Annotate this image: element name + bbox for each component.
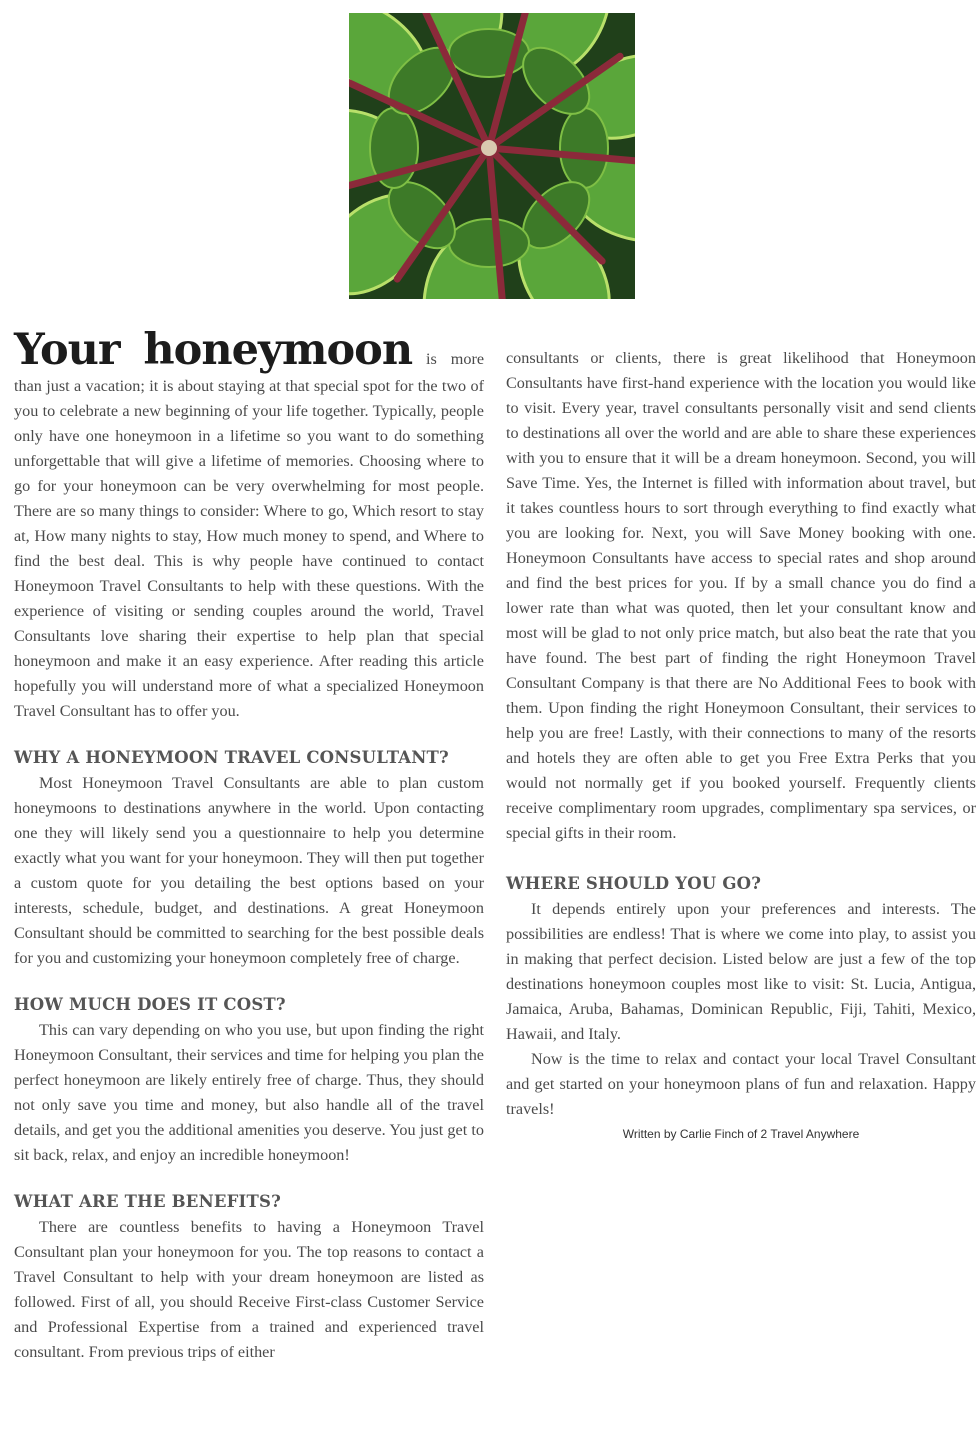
heading-benefits: WHAT ARE THE BENEFITS? bbox=[14, 1192, 281, 1211]
right-column bbox=[506, 346, 976, 1147]
heading-why-consultant: WHY A HONEYMOON TRAVEL CONSULTANT? bbox=[14, 748, 449, 767]
heading-cost: HOW MUCH DOES IT COST? bbox=[14, 995, 286, 1014]
cost-body: This can vary depending on who you use, but upon finding the right Honeymoon Consultant, their services and time for helping you plan the perfect honeymoon are likely entirely free of charge. Thus, they should not only save you time and money, but also handle all of the travel details, and get you the additional amenities you deserve. You just get to sit back, relax, and enjoy an incredible honeymoon! bbox=[14, 1021, 484, 1164]
benefits-body: There are countless benefits to having a Honeymoon Travel Consultant plan your honeymoon for you. The top reasons to contact a Travel Consultant to help with your dream honeymoon are listed as followed. First of all, you should Receive First-class Customer Service and Professional Expertise from a trained and experienced travel consultant. From previous trips of either bbox=[14, 1218, 484, 1361]
intro-text: is more than just a vacation; it is about staying at that special spot for the two of you to celebrate a new beginning of your life together. Typically, people only have one honeymoon in a lifetime so you want to do something unforgettable that will give a lifetime of memories. Choosing where to go for your honeymoon can be very overwhelming for most people. There are so many things to consider: Where to go, Which resort to stay at, How many nights to stay, How much money to spend, and Where to find the best deal. This is why people have continued to contact Honeymoon Travel Consultants to help with these questions. With the experience of visiting or sending couples around the world, Travel Consultants love sharing their expertise to help plan that special honeymoon and make it an easy experience. After reading this article hopefully you will understand more of what a specialized Honeymoon Travel Consultant has to offer you. bbox=[14, 350, 485, 720]
heading-where: WHERE SHOULD YOU GO? bbox=[506, 874, 762, 893]
intro-paragraph bbox=[14, 326, 484, 724]
where-paragraph-1: It depends entirely upon your preferences and interests. The possibilities are endless! That is where we come into play, to assist you in making that perfect decision. Listed below are just a few of the top destinations honeymoon couples most like to visit: St. Lucia, Antigua, Jamaica, Aruba, Bahamas, Dominican Republic, Fiji, Tahiti, Mexico, Hawaii, and Italy. bbox=[506, 900, 976, 1043]
article-photo bbox=[349, 13, 635, 299]
where-paragraph-2: Now is the time to relax and contact your local Travel Consultant and get started on your honeymoon plans of fun and relaxation. Happy travels! bbox=[506, 1050, 976, 1118]
left-column bbox=[14, 326, 484, 1365]
author-credit: Written by Carlie Finch of 2 Travel Anywhere bbox=[622, 1127, 860, 1141]
benefits-continued: consultants or clients, there is great likelihood that Honeymoon Consultants have first-hand experience with the location you would like to visit. Every year, travel consultants personally visit and send clients to destinations all over the world and are able to share these experiences with you to ensure that it will be a dream honeymoon. Second, you will Save Time. Yes, the Internet is filled with information about travel, but it takes countless hours to sort through everything to find exactly what you are looking for. Next, you will Save Money booking with one. Honeymoon Consultants have access to special rates and shop around and find the best prices for you. If by a small chance you do find a lower rate than what was quoted, then let your consultant know and most will be glad to not only price match, but also beat the rate that you have found. The best part of finding the right Honeymoon Travel Consultant Company is that there are No Additional Fees to book with them. Upon finding the right Honeymoon Consultant, their services to help you are free! Lastly, with their connections to many of the resorts and hotels they are often able to get you Free Extra Perks that you would not normally get if you booked yourself. Frequently clients receive complimentary room upgrades, complimentary spa services, or special gifts in their room. bbox=[506, 349, 976, 842]
article-title: Your honeymoon bbox=[14, 325, 413, 375]
why-consultant-body: Most Honeymoon Travel Consultants are able to plan custom honeymoons to destinations anywhere in the world. Upon contacting one they will likely send you a questionnaire to help you determine exactly what you want for your honeymoon. They will then put together a custom quote for you detailing the best options based on your interests, schedule, budget, and destinations. A great Honeymoon Consultant should be committed to searching for the best possible deals for you and customizing your honeymoon completely free of charge. bbox=[14, 774, 484, 967]
leaf-rosette-image bbox=[349, 13, 635, 299]
